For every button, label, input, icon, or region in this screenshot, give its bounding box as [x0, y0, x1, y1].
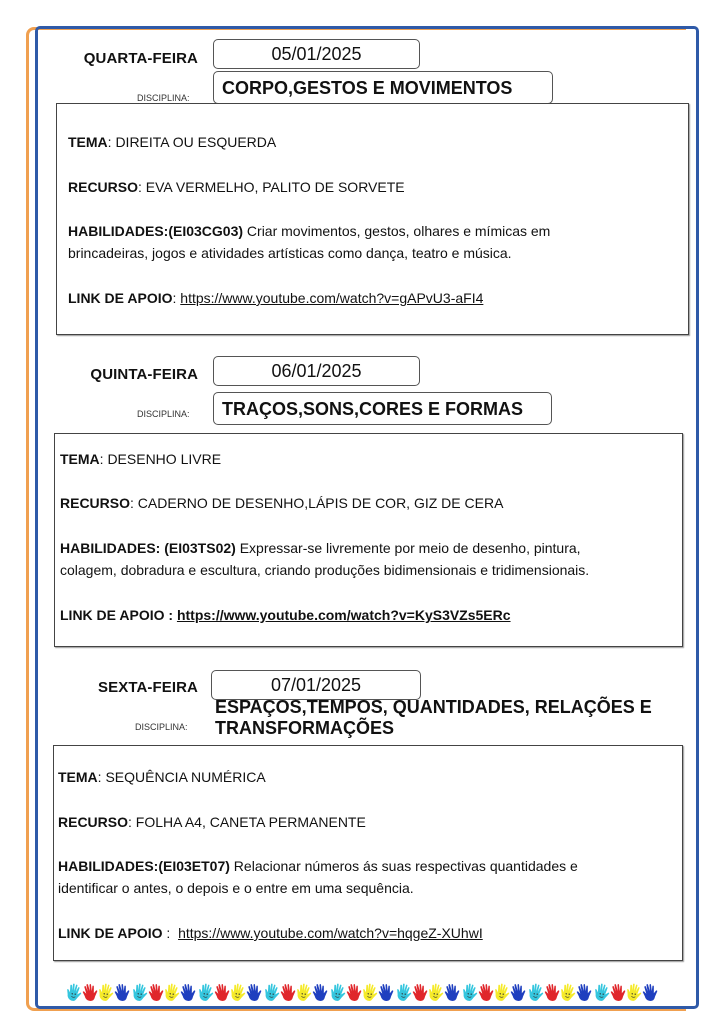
habilidades-text-cont: colagem, dobradura e escultura, criando produções bidimensionais e tridimensionais.: [60, 562, 590, 578]
hand-group: [528, 982, 594, 1004]
blue-hand-icon: [244, 981, 264, 1004]
recurso-row: [68, 176, 405, 198]
recurso-value: : FOLHA A4, CANETA PERMANENTE: [128, 814, 366, 830]
tema-value: : DIREITA OU ESQUERDA: [107, 134, 277, 150]
habilidades-text: Expressar-se livremente por meio de desenho, pintura,: [235, 540, 581, 556]
hand-group: [264, 982, 330, 1004]
tema-value: : SEQUÊNCIA NUMÉRICA: [97, 769, 266, 785]
blue-hand-icon: [376, 981, 396, 1004]
day-label: QUINTA-FEIRA: [90, 366, 198, 383]
date-box: 07/01/2025: [211, 670, 421, 700]
support-link[interactable]: https://www.youtube.com/watch?v=gAPvU3-aFI4: [180, 290, 484, 306]
recurso-label: RECURSO: [68, 179, 139, 195]
blue-hand-icon: [442, 981, 462, 1004]
hand-group: [132, 982, 198, 1004]
link-row: [68, 287, 483, 309]
link-label: LINK DE APOIO: [58, 925, 163, 941]
date-box: 06/01/2025: [213, 356, 420, 386]
disciplina-label: DISCIPLINA:: [137, 409, 190, 419]
link-sep: :: [162, 925, 179, 941]
link-row: [60, 604, 511, 626]
habilidades-text: Relacionar números ás suas respectivas quantidades e: [229, 858, 578, 874]
lesson-content-box: [54, 433, 683, 647]
disciplina-box: CORPO,GESTOS E MOVIMENTOS: [213, 71, 553, 104]
support-link[interactable]: https://www.youtube.com/watch?v=hqgeZ-XUhwI: [178, 925, 483, 941]
tema-label: TEMA: [58, 769, 98, 785]
recurso-label: RECURSO: [58, 814, 129, 830]
habilidades-row: [68, 220, 550, 242]
tema-label: TEMA: [68, 134, 108, 150]
link-label: LINK DE APOIO :: [60, 607, 177, 623]
day-label: SEXTA-FEIRA: [98, 679, 198, 696]
hand-group: [594, 982, 660, 1004]
day-label: QUARTA-FEIRA: [83, 50, 198, 67]
recurso-row: [58, 811, 366, 833]
date-box: 05/01/2025: [213, 39, 420, 69]
link-label: LINK DE APOIO: [68, 290, 173, 306]
support-link[interactable]: https://www.youtube.com/watch?v=KyS3VZs5ERc: [176, 607, 511, 623]
disciplina-label: DISCIPLINA:: [135, 722, 188, 732]
habilidades-row: [58, 855, 578, 877]
habilidades-label: HABILIDADES:(EI03ET07): [58, 858, 230, 874]
blue-hand-icon: [640, 981, 660, 1004]
hand-group: [198, 982, 264, 1004]
recurso-value: : EVA VERMELHO, PALITO DE SORVETE: [138, 179, 405, 195]
disciplina-box: TRAÇOS,SONS,CORES E FORMAS: [213, 392, 552, 425]
hand-group: [66, 982, 132, 1004]
hand-group: [396, 982, 462, 1004]
hand-group: [462, 982, 528, 1004]
tema-value: : DESENHO LIVRE: [99, 451, 222, 467]
tema-label: TEMA: [60, 451, 100, 467]
recurso-value: : CADERNO DE DESENHO,LÁPIS DE COR, GIZ DE CERA: [130, 495, 504, 511]
habilidades-label: HABILIDADES:(EI03CG03): [68, 223, 244, 239]
tema-row: [68, 131, 276, 153]
disciplina-label: DISCIPLINA:: [137, 93, 190, 103]
blue-hand-icon: [310, 981, 330, 1004]
hand-group: [330, 982, 396, 1004]
habilidades-text: Criar movimentos, gestos, olhares e mímicas em: [243, 223, 551, 239]
tema-row: [58, 766, 266, 788]
tema-row: [60, 448, 221, 470]
link-row: [58, 922, 483, 944]
recurso-label: RECURSO: [60, 495, 131, 511]
blue-hand-icon: [574, 981, 594, 1004]
disciplina-line-1: ESPAÇOS,TEMPOS, QUANTIDADES, RELAÇÕES E: [215, 697, 652, 717]
lesson-content-box: [53, 745, 683, 961]
blue-hand-icon: [508, 981, 528, 1004]
habilidades-label: HABILIDADES: (EI03TS02): [60, 540, 236, 556]
blue-hand-icon: [178, 981, 198, 1004]
habilidades-text-cont: identificar o antes, o depois e o entre em uma sequência.: [58, 880, 414, 896]
habilidades-row: [60, 537, 581, 559]
link-sep: :: [172, 290, 181, 306]
blue-hand-icon: [112, 981, 132, 1004]
hand-print-border: [66, 982, 660, 1004]
habilidades-text-cont: brincadeiras, jogos e atividades artísticas como dança, teatro e música.: [68, 245, 512, 261]
recurso-row: [60, 492, 503, 514]
disciplina-line-2: TRANSFORMAÇÕES: [215, 718, 394, 738]
lesson-content-box: [56, 103, 689, 335]
